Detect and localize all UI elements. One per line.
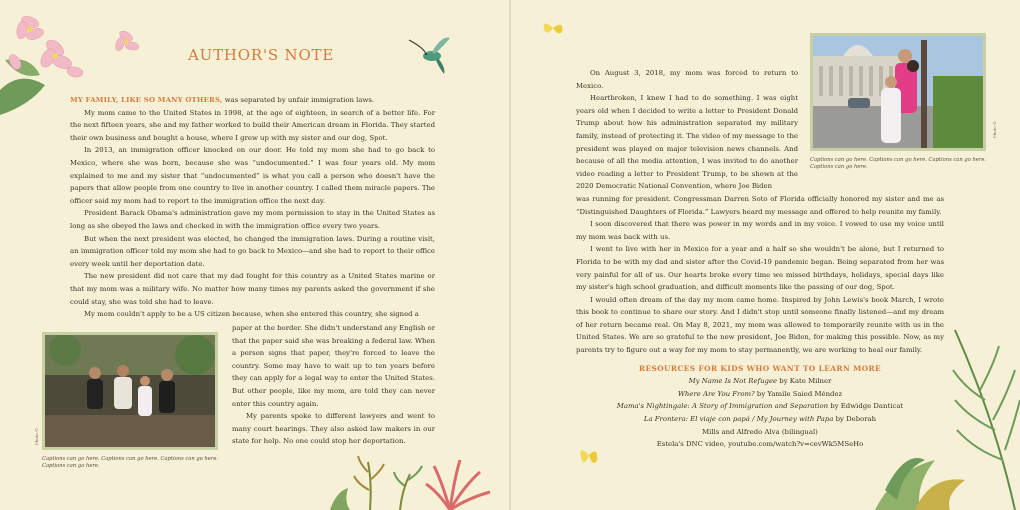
capitol-photo-image xyxy=(813,36,983,148)
resource-item xyxy=(576,375,944,388)
paragraph: I soon discovered that there was power in my words and in my voice. I vowed to use my voice until my mom was back with us. xyxy=(576,220,944,241)
resource-item xyxy=(576,413,944,438)
paragraph: The new president did not care that my dad fought for this country as a United States marine or that my mom was a military wife. No matter how many times my parents asked the government if she could stay, she was told she had to leave. xyxy=(70,272,435,306)
resource-item xyxy=(576,388,944,401)
paragraph: Heartbroken, I knew I had to do something. I was eight years old when I decided to write a letter to President Donald Trump about how his administration separated my military family, instead of protecting it. The video of my message to the president was played on major television news channels. And because of all the media attention, I was invited to do another video reading a letter to President Trump, to be shown at the 2020 Democratic National Convention, where Joe Biden xyxy=(576,94,798,191)
resource-title: Where Are You From? xyxy=(677,389,755,398)
family-photo xyxy=(42,332,218,450)
lead-in-rest: was separated by unfair immigration laws. xyxy=(222,96,375,104)
paragraph: was running for president. Congressman Darren Soto of Florida officially honored my sister and me as “Distinguished Daughters of Florida.” Lawyers heard my message and offered to help reunite my family. xyxy=(576,194,944,216)
resource-byline: by Deborah Mills and Alfredo Alva (bilingual) xyxy=(702,415,877,436)
resources-heading: RESOURCES FOR KIDS WHO WANT TO LEARN MORE xyxy=(638,363,882,373)
photo-credit-left: Photo © xyxy=(34,428,39,445)
paragraph: President Barack Obama's administration gave my mom permission to stay in the United States as long as she obeyed the laws and checked in with the immigration office every two years. xyxy=(70,209,435,230)
yellow-butterfly-illustration xyxy=(540,18,566,38)
capitol-photo xyxy=(810,33,986,151)
resource-title: La Frontera: El viaje con papá / My Journey with Papa xyxy=(643,415,834,424)
photo-caption-left: Captions can go here. Captions can go here. Captions can go here. Captions can go here. xyxy=(42,456,219,469)
paragraph: My mom came to the United States in 1998, at the age of eighteen, in search of a better life. For the next fifteen years, she and my father worked to build their American dream in Florida. They started their own business and bought a house, where I grew up with my sister and our dog, Spot. xyxy=(70,108,435,142)
family-photo-image xyxy=(45,335,215,447)
desert-plants-illustration xyxy=(330,452,510,510)
paragraph xyxy=(70,94,435,107)
book-gutter xyxy=(509,0,511,510)
photo-caption-right: Captions can go here. Captions can go here. Captions can go here. Captions can go here. xyxy=(810,157,987,170)
paragraph: I went to live with her in Mexico for a year and a half so she wouldn't be alone, but I returned to Florida to be with my dad and sister after the Covid-19 pandemic began. Being separated from her was very painful for all of us. Our hearts broke every time we missed birthdays, holidays, special days like my sister's high school graduation, and difficult moments like the passing of our dog, Spot. xyxy=(576,245,944,292)
paragraph: My mom couldn't apply to be a US citizen because, when she entered this country, she signed a xyxy=(84,310,419,319)
left-wrap-text xyxy=(232,322,435,448)
resource-byline: by Kate Milner xyxy=(777,377,832,386)
paragraph: My parents spoke to different lawyers and went to many court hearings. They also asked law makers in our state for help. No one could stop her deportation. xyxy=(232,412,435,446)
paragraph: On August 3, 2018, my mom was forced to return to Mexico. xyxy=(576,69,798,90)
page-title: AUTHOR'S NOTE xyxy=(188,46,335,64)
resource-item xyxy=(576,400,944,413)
paragraph: paper at the border. She didn't understand any English or that the paper said she was breaking a federal law. When a person signs that paper, they're forced to leave the country. Some may have to wait up to ten years before they can apply for a legal way to enter the United States. But other people, like my mom, are told they can never enter this country again. xyxy=(232,324,435,408)
resource-byline: by Edwidge Danticat xyxy=(828,402,904,411)
paragraph: In 2013, an immigration officer knocked on our door. He told my mom she had to go back to Mexico, where she was born, because she was “undocumented.” I was four years old. My mom explained to me and my sister that “undocumented” is what you call a person who doesn't have the papers that allow people from one country to live in another country. I called them miracle papers. The officer said my mom had to report to the immigration office the next day. xyxy=(70,146,435,205)
photo-credit-right: Photo © xyxy=(992,121,997,138)
resource-title: Mama's Nightingale: A Story of Immigration and Separation xyxy=(616,402,829,411)
left-column-text xyxy=(70,94,435,321)
resource-video-link: Estela's DNC video, youtube.com/watch?v=cevWk5MSeHo xyxy=(656,440,864,449)
resource-byline: by Yamile Saied Méndez xyxy=(754,389,843,398)
hummingbird-illustration xyxy=(404,30,454,75)
paragraph: But when the next president was elected, he changed the immigration laws. During a routine visit, an immigration officer told my mom she had to go back to Mexico—and she had to report to their office every week until her deportation date. xyxy=(70,234,435,268)
paragraph: I would often dream of the day my mom came home. Inspired by John Lewis's book March, I wrote this book to continue to share our story. And I didn't stop until someone finally listened—and my dream of her return became real. On May 8, 2021, my mom was allowed to temporarily reunite with us in the United States. We are so grateful to the new president, Joe Biden, for making this possible. Now, as my parents try to figure out a way for my mom to stay permanently, we are working to heal our family. xyxy=(576,295,944,355)
resource-title: My Name Is Not Refugee xyxy=(688,377,778,386)
lead-in: MY FAMILY, LIKE SO MANY OTHERS, xyxy=(70,96,223,104)
